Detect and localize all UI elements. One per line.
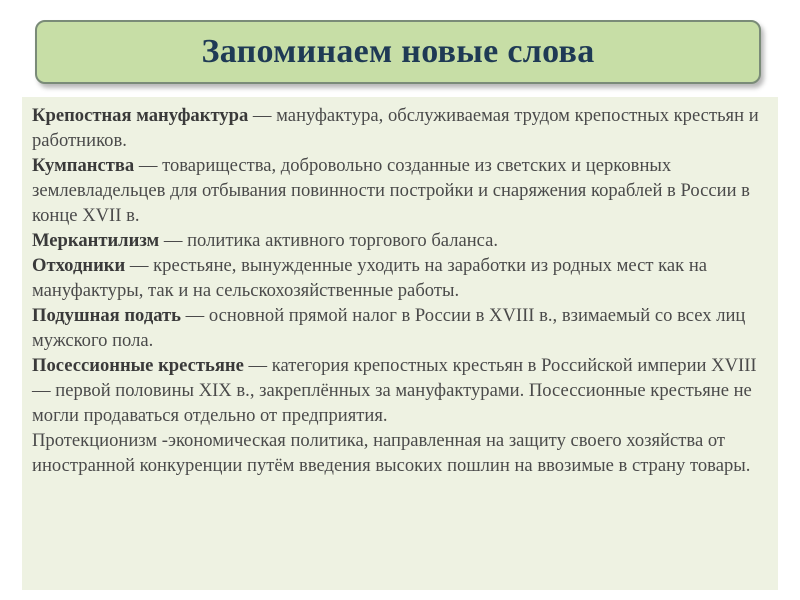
definition-text: — категория крепостных крестьян в Российской империи XVIII — первой половины XIX в., закреплённых за мануфактурами. Посессионные крестьяне не могли продаваться отдельно от предприятия. bbox=[32, 355, 757, 426]
definition-text: — политика активного торгового баланса. bbox=[159, 230, 499, 251]
definition-entry-protekcionizm bbox=[32, 428, 768, 478]
definition-entry-krepostnaya-manufaktura bbox=[32, 103, 768, 153]
definition-text: Протекционизм -экономическая политика, направленная на защиту своего хозяйства от иностранной конкуренции путём введения высоких пошлин на ввозимые в страну товары. bbox=[32, 430, 751, 476]
title-banner bbox=[35, 20, 761, 84]
term: Меркантилизм bbox=[32, 230, 160, 251]
definition-entry-merkantilizm bbox=[32, 228, 768, 253]
definition-text: — мануфактура, обслуживаемая трудом крепостных крестьян и работников. bbox=[32, 105, 759, 151]
definition-entry-kumpanstva bbox=[32, 153, 768, 228]
definition-text: — основной прямой налог в России в XVIII в., взимаемый со всех лиц мужского пола. bbox=[32, 305, 746, 351]
definition-text: — товарищества, добровольно созданные из светских и церковных землевладельцев для отбывания повинности постройки и снаряжения кораблей в России в конце XVII в. bbox=[32, 155, 750, 226]
definition-entry-podushnaya-podat bbox=[32, 303, 768, 353]
term: Отходники bbox=[32, 255, 126, 276]
slide-title: Запоминаем новые слова bbox=[201, 33, 595, 70]
definition-text: — крестьяне, вынужденные уходить на заработки из родных мест как на мануфактуры, так и на сельскохозяйственные работы. bbox=[32, 255, 708, 301]
term: Кумпанства bbox=[32, 155, 135, 176]
definitions-list bbox=[32, 103, 768, 478]
definitions-panel bbox=[22, 97, 778, 590]
term: Крепостная мануфактура bbox=[32, 105, 249, 126]
term: Посессионные крестьяне bbox=[32, 355, 244, 376]
term: Подушная подать bbox=[32, 305, 182, 326]
definition-entry-posessionnye-krestyane bbox=[32, 353, 768, 428]
definition-entry-othodniki bbox=[32, 253, 768, 303]
